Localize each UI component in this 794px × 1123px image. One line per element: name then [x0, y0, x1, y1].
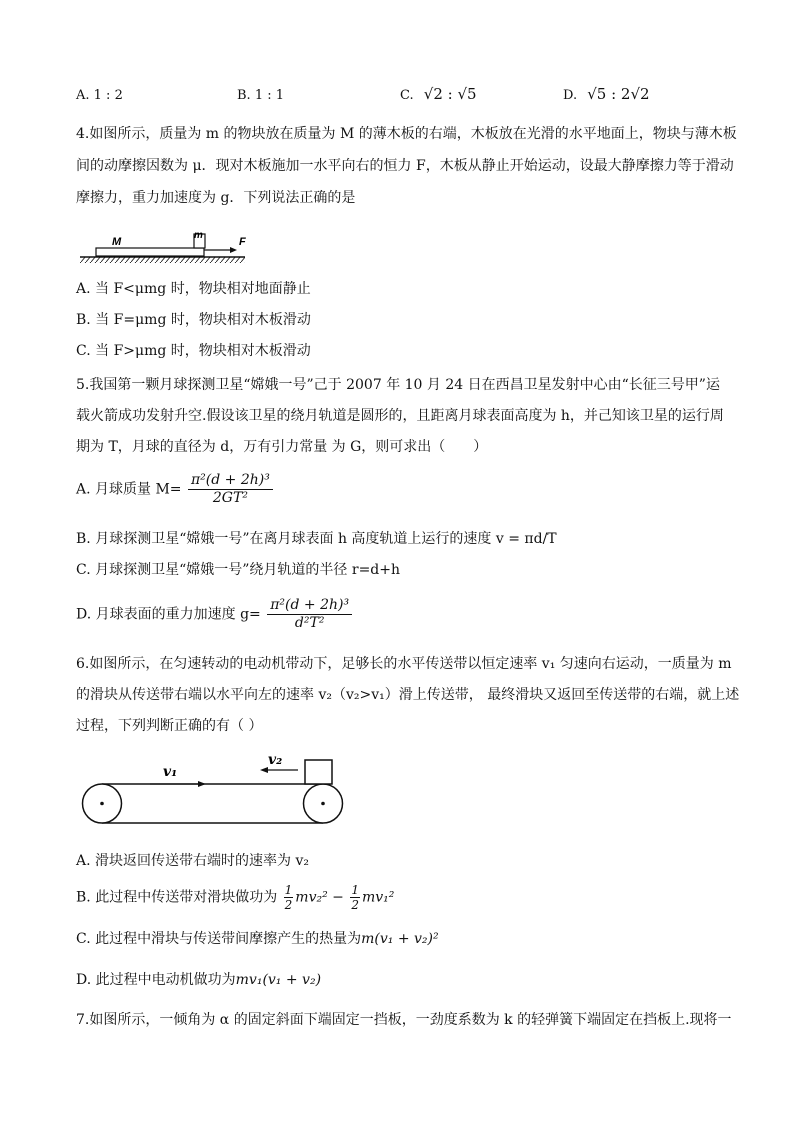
q3-option-c-expr: √2 : √5 — [423, 85, 477, 103]
q5-stem-line-3: 期为 T，月球的直径为 d，万有引力常量 为 G，则可求出（ ） — [76, 439, 488, 455]
q6-label-v2: v₂ — [268, 752, 283, 768]
q6-option-b: B. 此过程中传送带对滑块做功为 $\frac{1}{2}$ mv₂² − $\frac{1}{2}$ mv₁² — [76, 883, 395, 912]
q5-option-d: D. 月球表面的重力加速度 g= $\frac{\text{π²(d + 2h)³}}{\text{d²T²}}$ — [76, 597, 354, 632]
q5-option-c: C. 月球探测卫星“嫦娥一号”绕月轨道的半径 r=d+h — [76, 562, 401, 578]
q6-option-b-fraction-1: $\frac{1}{2}$ — [284, 883, 293, 912]
q5-stem-line-1: 5.我国第一颗月球探测卫星“嫦娥一号”己于 2007 年 10 月 24 日在西昌卫星发射中心由“长征三号甲”运 — [76, 377, 720, 393]
q4-force-arrowhead — [230, 247, 237, 253]
q4-option-b: B. 当 F=μmg 时，物块相对木板滑动 — [76, 312, 311, 328]
q5-option-b: B. 月球探测卫星“嫦娥一号”在离月球表面 h 高度轨道上运行的速度 v = πd/T — [76, 531, 557, 547]
q3-option-d: D. √5 : 2√2 — [563, 85, 650, 103]
q4-board-block-figure — [76, 226, 251, 268]
q4-label-M: M — [112, 236, 122, 248]
q6-right-pulley-axle — [321, 802, 325, 806]
q6-slider-block — [305, 760, 332, 784]
q6-stem-line-3: 过程，下列判断正确的有（ ） — [76, 718, 263, 734]
q6-v1-arrowhead — [198, 781, 206, 787]
q5-option-d-fraction: $\frac{\text{π²(d + 2h)³}}{\text{d²T²}}$ — [267, 597, 352, 632]
q6-label-v1: v₁ — [163, 764, 178, 780]
q5-stem-line-2: 载火箭成功发射升空.假设该卫星的绕月轨道是圆形的，且距离月球表面高度为 h，并己知该卫星的运行周 — [76, 408, 724, 424]
q4-label-F: F — [239, 236, 246, 248]
q6-conveyor-figure — [80, 748, 350, 832]
q4-stem-line-1: 4.如图所示，质量为 m 的物块放在质量为 M 的薄木板的右端，木板放在光滑的水平地面上，物块与薄木板 — [76, 126, 737, 142]
q6-option-a: A. 滑块返回传送带右端时的速率为 v₂ — [76, 853, 309, 869]
q6-stem-line-2: 的滑块从传送带右端以水平向左的速率 v₂（v₂>v₁）滑上传送带， 最终滑块又返回至传送带的右端，就上述 — [76, 687, 740, 703]
q6-left-pulley-axle — [100, 802, 104, 806]
q6-stem-line-1: 6.如图所示，在匀速转动的电动机带动下，足够长的水平传送带以恒定速率 v₁ 匀速向右运动，一质量为 m — [76, 656, 732, 672]
q6-v2-arrowhead — [260, 767, 268, 773]
q5-option-a-fraction: $\frac{\text{π²(d + 2h)³}}{\text{2GT²}}$ — [188, 472, 273, 507]
q4-ground-hatch — [80, 257, 245, 263]
q4-label-m: m — [194, 230, 203, 241]
q4-board — [96, 248, 204, 256]
q5-option-a: A. 月球质量 M= $\frac{\text{π²(d + 2h)³}}{\text{2GT²}}$ — [76, 472, 275, 507]
q4-option-c: C. 当 F>μmg 时，物块相对木板滑动 — [76, 343, 311, 359]
q6-option-b-fraction-2: $\frac{1}{2}$ — [351, 883, 359, 912]
q3-option-a: A. 1 : 2 — [76, 88, 123, 103]
q3-option-c: C. √2 : √5 — [400, 85, 477, 103]
q4-stem-line-2: 间的动摩擦因数为 μ．现对木板施加一水平向右的恒力 F，木板从静止开始运动，设最大静摩擦力等于滑动 — [76, 158, 734, 174]
q7-stem-line-1: 7.如图所示，一倾角为 α 的固定斜面下端固定一挡板，一劲度系数为 k 的轻弹簧下端固定在挡板上.现将一 — [76, 1012, 732, 1028]
q4-option-a: A. 当 F<μmg 时，物块相对地面静止 — [76, 281, 311, 297]
q4-stem-line-3: 摩擦力，重力加速度为 g．下列说法正确的是 — [76, 190, 356, 206]
q6-option-d: D. 此过程中电动机做功为mv₁(v₁ + v₂) — [76, 972, 322, 988]
q3-option-d-expr: √5 : 2√2 — [587, 85, 650, 103]
q6-option-c: C. 此过程中滑块与传送带间摩擦产生的热量为m(v₁ + v₂)² — [76, 931, 439, 947]
q3-option-b: B. 1 : 1 — [237, 88, 285, 103]
